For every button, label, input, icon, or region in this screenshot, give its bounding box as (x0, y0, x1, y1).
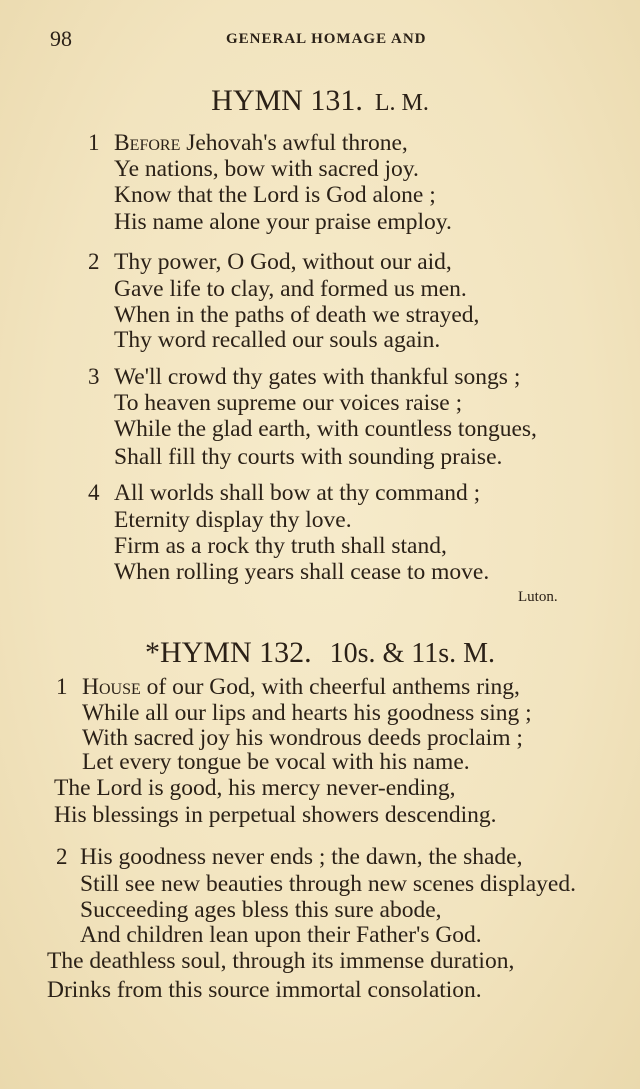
stanza-number: 1 (56, 674, 68, 699)
verse-line (114, 559, 489, 585)
tune-attribution: Luton. (518, 589, 558, 605)
verse-line (54, 802, 497, 828)
verse-line (114, 533, 447, 559)
verse-line (114, 390, 462, 416)
verse-line (114, 444, 502, 470)
verse-text: Thy word recalled our souls again. (114, 327, 441, 353)
verse-text: All worlds shall bow at thy command ; (114, 480, 481, 506)
verse-line (82, 700, 532, 726)
hymn-meter: L. M. (374, 90, 429, 116)
verse-text: Ye nations, bow with sacred joy. (114, 156, 419, 182)
verse-text: To heaven supreme our voices raise ; (114, 390, 463, 416)
verse-line (47, 977, 482, 1003)
verse-line (114, 327, 440, 353)
running-head: GENERAL HOMAGE AND (226, 31, 427, 47)
verse-line (82, 725, 523, 751)
verse-line (114, 156, 419, 182)
verse-text: The Lord is good, his mercy never-ending, (54, 775, 456, 801)
page-number: 98 (50, 26, 72, 51)
verse-line (80, 897, 442, 923)
verse-text: While all our lips and hearts his goodness sing ; (82, 700, 532, 726)
verse-line (114, 416, 537, 442)
verse-text: We'll crowd thy gates with thankful songs ; (114, 364, 521, 390)
verse-text: Gave life to clay, and formed us men. (114, 276, 467, 302)
verse-text: of our God, with cheerful anthems ring, (140, 674, 520, 700)
verse-line (88, 130, 408, 156)
verse-line (88, 249, 452, 275)
verse-lead-word: House (82, 674, 141, 700)
verse-text: Firm as a rock thy truth shall stand, (114, 533, 447, 559)
verse-lead-word: Before (114, 130, 181, 156)
stanza-number: 2 (56, 844, 68, 869)
verse-text: Let every tongue be vocal with his name. (82, 749, 470, 775)
verse-text: Drinks from this source immortal consolation. (47, 977, 482, 1003)
verse-text: Still see new beauties through new scenes displayed. (80, 871, 576, 897)
verse-line (88, 364, 521, 390)
verse-line (88, 480, 481, 506)
hymn-title: HYMN 131. (211, 84, 363, 117)
verse-line (114, 507, 352, 533)
verse-text: Thy power, O God, without our aid, (114, 249, 452, 275)
verse-text: His name alone your praise employ. (114, 209, 452, 235)
verse-line (56, 674, 520, 700)
verse-line (114, 276, 467, 302)
verse-line (114, 302, 479, 328)
verse-text: And children lean upon their Father's God. (80, 922, 482, 948)
stanza-number: 3 (88, 364, 100, 389)
verse-text: When rolling years shall cease to move. (114, 559, 490, 585)
hymn-132-title (0, 636, 640, 670)
stanza-number: 4 (88, 480, 100, 505)
verse-line (114, 209, 452, 235)
verse-line (56, 844, 523, 870)
verse-text: Eternity display thy love. (114, 507, 352, 533)
verse-line (80, 922, 482, 948)
verse-text: Shall fill thy courts with sounding praise. (114, 444, 503, 470)
verse-line (82, 749, 470, 775)
verse-text: Know that the Lord is God alone ; (114, 182, 436, 208)
verse-text: Jehovah's awful throne, (180, 130, 408, 156)
verse-text: His goodness never ends ; the dawn, the shade, (80, 844, 523, 870)
verse-line (80, 871, 576, 897)
hymn-131-title (0, 84, 640, 118)
verse-text: The deathless soul, through its immense duration, (47, 948, 515, 974)
verse-line (114, 182, 436, 208)
verse-text: When in the paths of death we strayed, (114, 302, 480, 328)
verse-line (54, 775, 456, 801)
verse-text: With sacred joy his wondrous deeds proclaim ; (82, 725, 523, 751)
verse-text: His blessings in perpetual showers descending. (54, 802, 497, 828)
stanza-number: 1 (88, 130, 100, 155)
stanza-number: 2 (88, 249, 100, 274)
verse-text: Succeeding ages bless this sure abode, (80, 897, 442, 923)
verse-text: While the glad earth, with countless tongues, (114, 416, 537, 442)
hymn-title: *HYMN 132. (144, 636, 312, 669)
hymn-meter: 10s. & 11s. M. (329, 638, 496, 669)
verse-line (47, 948, 514, 974)
